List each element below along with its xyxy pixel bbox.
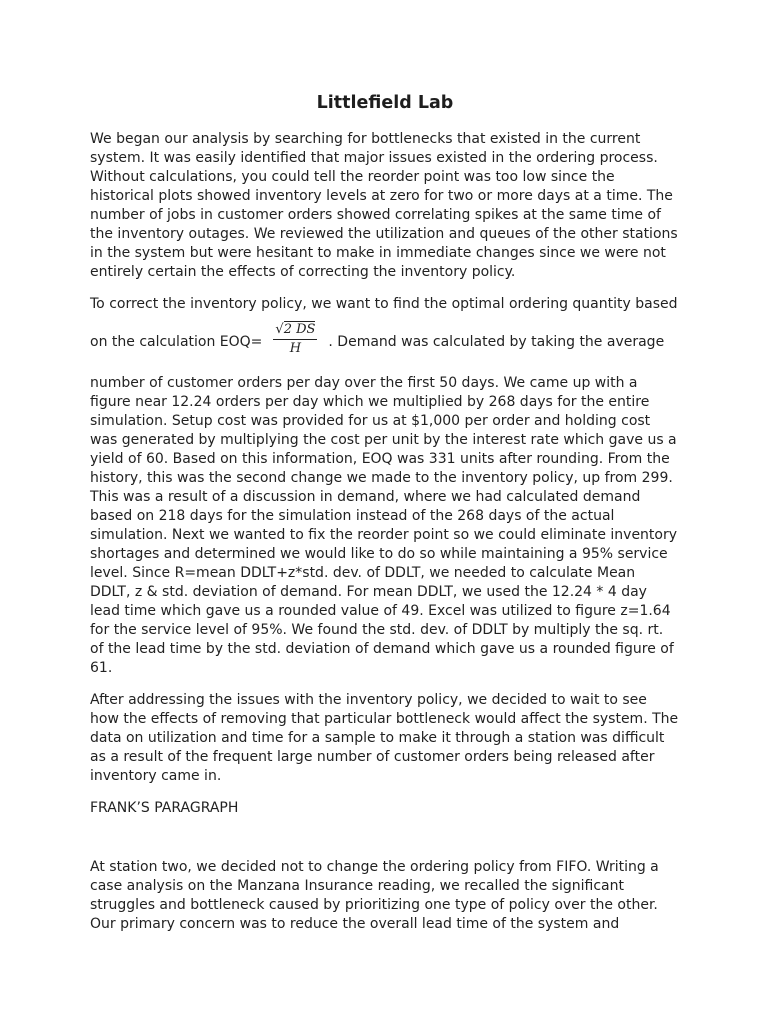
eoq-label: on the calculation EOQ= [90,334,263,350]
paragraph-placeholder-heading: FRANK’S PARAGRAPH [90,800,239,816]
formula-denominator: H [289,341,302,356]
radical-icon: √ [275,322,284,337]
document-page [90,92,680,934]
paragraph-station-two: At station two, we decided not to change the ordering policy from FIFO. Writing a case analysis on the Manzana Insurance reading, we recalled the significant struggles and bottleneck caused by prioritizing one type of policy over the other. Our primary concern was to reduce the overall lead time of the system and [90,859,659,932]
document-title: Littlefield Lab [316,93,454,113]
paragraph-bottleneck-analysis: We began our analysis by searching for bottlenecks that existed in the current system. It was easily identified that major issues existed in the ordering process. Without calculations, you could tell the reorder point was too low since the historical plots showed inventory levels at zero for two or more days at a time. The number of jobs in customer orders showed correlating spikes at the same time of the inventory outages. We reviewed the utilization and queues of the other stations in the system but were hesitant to make in immediate changes since we were not entirely certain the effects of correcting the inventory policy. [90,131,678,280]
formula-radicand: 2 DS [283,322,316,337]
eoq-suffix: . Demand was calculated by taking the average [328,334,665,350]
paragraph-demand-calculation: number of customer orders per day over the first 50 days. We came up with a figure near 12.24 orders per day which we multiplied by 268 days for the entire simulation. Setup cost was provided for us at $1,000 per order and holding cost was generated by multiplying the cost per unit by the interest rate which gave us a yield of 60. Based on this information, EOQ was 331 units after rounding. From the history, this was the second change we made to the inventory policy, up from 299. This was a result of a discussion in demand, where we had calculated demand based on 218 days for the simulation instead of the 268 days of the actual simulation. Next we wanted to fix the reorder point so we could eliminate inventory shortages and determined we would like to do so while maintaining a 95% service level. Since R=mean DDLT+z*std. dev. of DDLT, we needed to calculate Mean DDLT, z & std. deviation of demand. For mean DDLT, we used the 12.24 * 4 day lead time which gave us a rounded value of 49. Excel was utilized to figure z=1.64 for the service level of 95%. We found the std. dev. of DDLT by multiply the sq. rt. of the lead time by the std. deviation of demand which gave us a rounded figure of 61. [90,375,678,676]
paragraph-bottleneck-effects: After addressing the issues with the inventory policy, we decided to wait to see how the effects of removing that particular bottleneck would affect the system. The data on utilization and time for a sample to make it through a station was difficult as a result of the frequent large number of customer orders being released after inventory came in. [90,692,679,784]
formula-numerator [273,322,317,340]
paragraph-inventory-intro: To correct the inventory policy, we want to find the optimal ordering quantity based [90,296,678,312]
eoq-formula [274,322,316,356]
eoq-equation-line [90,314,680,356]
